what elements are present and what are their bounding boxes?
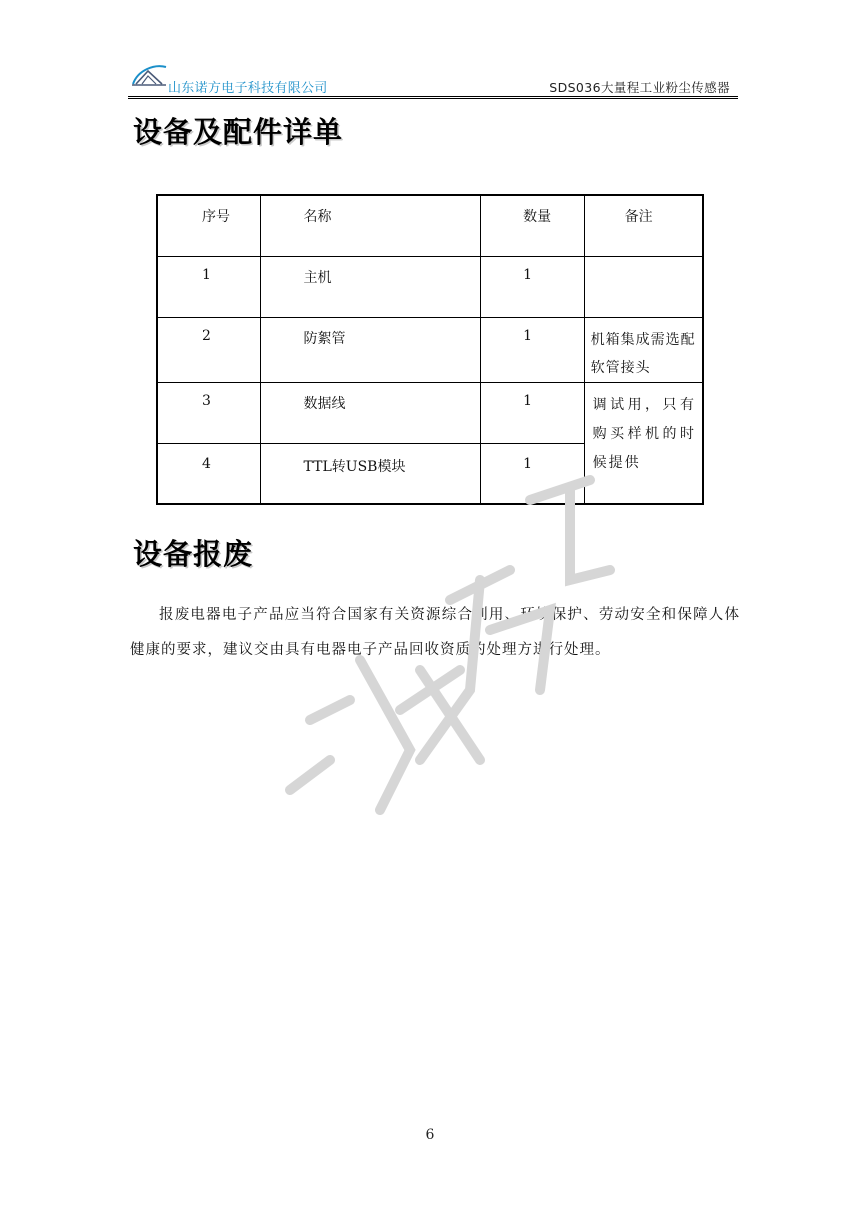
document-title: SDS036大量程工业粉尘传感器 xyxy=(549,80,730,95)
page-header xyxy=(128,60,738,98)
row-qty: 1 xyxy=(523,392,532,409)
table-row xyxy=(157,382,703,443)
row-name: TTL转USB模块 xyxy=(303,458,406,475)
company-name: 山东诺方电子科技有限公司 xyxy=(168,81,328,96)
header-rule-thin xyxy=(128,98,738,99)
company-logo-icon xyxy=(130,62,168,88)
accessories-table xyxy=(156,194,704,505)
merged-note: 调试用，只有购买样机的时候提供 xyxy=(592,396,696,471)
row-qty: 1 xyxy=(523,327,532,344)
row-name: 防絮管 xyxy=(303,330,346,347)
row-note: 机箱集成需选配软管接头 xyxy=(590,331,696,376)
column-header-name: 名称 xyxy=(303,209,332,225)
row-no: 4 xyxy=(202,455,211,472)
row-note xyxy=(585,257,702,267)
row-name: 主机 xyxy=(303,269,332,286)
header-rule xyxy=(128,96,738,97)
scrap-heading: 设备报废 xyxy=(133,537,254,571)
scrap-paragraph: 报废电器电子产品应当符合国家有关资源综合利用、环境保护、劳动安全和保障人体健康的要求，建议交由具有电器电子产品回收资质的处理方进行处理。 xyxy=(130,607,740,658)
row-qty: 1 xyxy=(523,455,532,472)
row-no: 3 xyxy=(202,392,211,409)
table-header-row xyxy=(157,195,703,256)
table-row xyxy=(157,317,703,382)
row-no: 2 xyxy=(202,327,211,344)
page-number: 6 xyxy=(425,1127,435,1143)
accessories-heading: 设备及配件详单 xyxy=(133,115,344,149)
row-no: 1 xyxy=(202,266,211,283)
row-name: 数据线 xyxy=(303,395,346,412)
row-qty: 1 xyxy=(523,266,532,283)
column-header-note: 备注 xyxy=(624,209,653,225)
column-header-no: 序号 xyxy=(202,209,230,225)
column-header-qty: 数量 xyxy=(523,209,552,225)
table-row xyxy=(157,256,703,317)
